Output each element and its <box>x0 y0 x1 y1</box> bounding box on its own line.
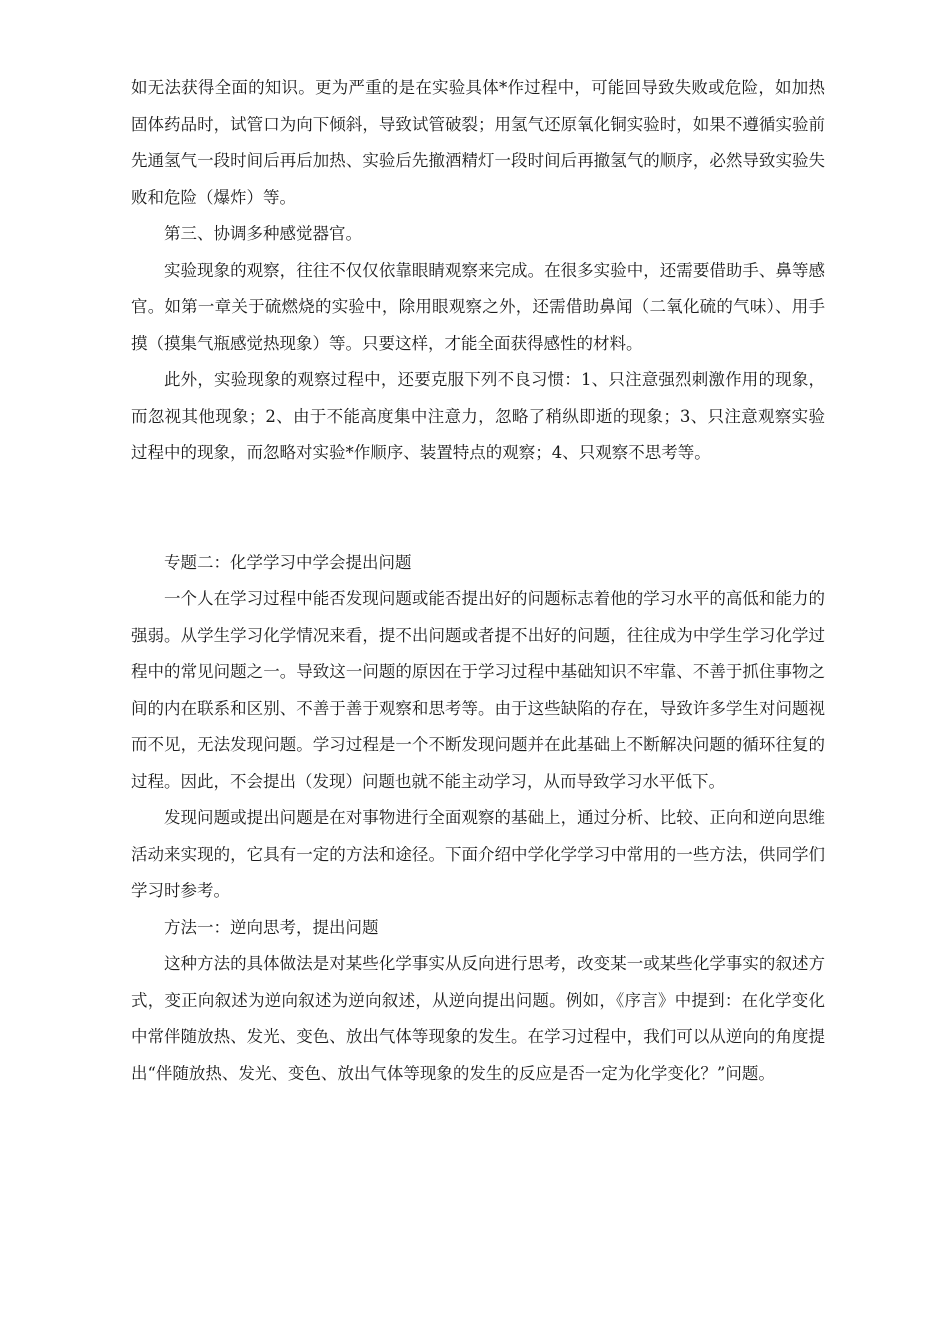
paragraph-method-one: 这种方法的具体做法是对某些化学事实从反向进行思考，改变某一或某些化学事实的叙述方式，变正向叙述为逆向叙述为逆向叙述，从逆向提出问题。例如，《序言》中提到：在化学变化中常伴随放热、发光、变色、放出气体等现象的发生。在学习过程中，我们可以从逆向的角度提出“伴随放热、发光、变色、放出气体等现象的发生的反应是否一定为化学变化？”问题。 <box>131 954 825 1083</box>
document-page <box>131 70 825 1092</box>
paragraph-bad-habits: 此外，实验现象的观察过程中，还要克服下列不良习惯：1、只注意强烈刺激作用的现象，而忽视其他现象；2、由于不能高度集中注意力，忽略了稍纵即逝的现象；3、只注意观察实验过程中的现象，而忽略对实验*作顺序、装置特点的观察；4、只观察不思考等。 <box>131 370 825 462</box>
method-one-heading: 方法一：逆向思考，提出问题 <box>164 917 379 937</box>
paragraph-senses: 实验现象的观察，往往不仅仅依靠眼睛观察来完成。在很多实验中，还需要借助手、鼻等感官。如第一章关于硫燃烧的实验中，除用眼观察之外，还需借助鼻闻（二氧化硫的气味）、用手摸（摸集气瓶感觉热现象）等。只要这样，才能全面获得感性的材料。 <box>131 260 825 353</box>
point-three-heading: 第三、协调多种感觉器官。 <box>164 224 362 243</box>
section-spacer <box>131 472 825 545</box>
paragraph-intro: 一个人在学习过程中能否发现问题或能否提出好的问题标志着他的学习水平的高低和能力的强弱。从学生学习化学情况来看，提不出问题或者提不出好的问题，往往成为中学生学习化学过程中的常见问题之一。导致这一问题的原因在于学习过程中基础知识不牢靠、不善于抓住事物之间的内在联系和区别、不善于善于观察和思考等。由于这些缺陷的存在，导致许多学生对问题视而不见，无法发现问题。学习过程是一个不断发现问题并在此基础上不断解决问题的循环往复的过程。因此，不会提出（发现）问题也就不能主动学习，从而导致学习水平低下。 <box>131 589 825 791</box>
paragraph-methods: 发现问题或提出问题是在对事物进行全面观察的基础上，通过分析、比较、正向和逆向思维活动来实现的，它具有一定的方法和途径。下面介绍中学化学学习中常用的一些方法，供同学们学习时参考。 <box>131 808 825 900</box>
paragraph-continued: 如无法获得全面的知识。更为严重的是在实验具体*作过程中，可能回导致失败或危险，如加热固体药品时，试管口为向下倾斜，导致试管破裂；用氢气还原氧化铜实验时，如果不遵循实验前先通氢气一段时间后再后加热、实验后先撤酒精灯一段时间后再撤氢气的顺序，必然导致实验失败和危险（爆炸）等。 <box>131 78 825 207</box>
section-title: 专题二：化学学习中学会提出问题 <box>164 552 412 572</box>
